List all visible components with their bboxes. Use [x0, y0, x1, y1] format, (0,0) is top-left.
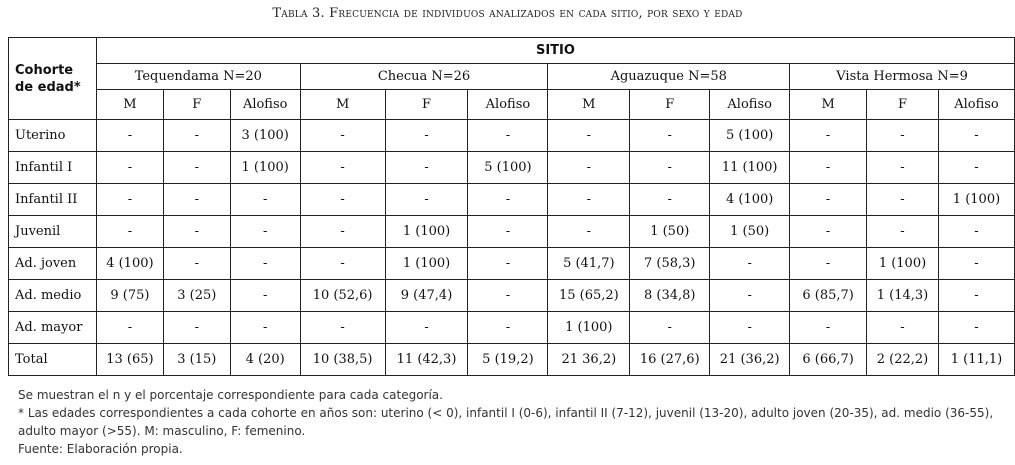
table-cell: - — [630, 120, 710, 152]
table-cell: - — [790, 184, 867, 216]
table-cell: - — [300, 216, 385, 248]
note-line-2: * Las edades correspondientes a cada cohorte en años son: uterino (< 0), infantil I (0-6), infantil II (7-12), juvenil (13-20), adulto joven (20-35), ad. medio (36-55), — [18, 406, 994, 420]
table-cell: 13 (65) — [96, 344, 163, 376]
table-cell: - — [867, 184, 939, 216]
table-cell: - — [790, 248, 867, 280]
table-cell: - — [468, 184, 548, 216]
table-cell: 1 (100) — [938, 184, 1014, 216]
table-cell: 9 (75) — [96, 280, 163, 312]
site-header-row — [9, 64, 1015, 90]
sub-column-header: M — [790, 90, 867, 120]
table-cell: - — [300, 312, 385, 344]
table-cell: - — [230, 184, 300, 216]
table-cell: 16 (27,6) — [630, 344, 710, 376]
table-row — [9, 216, 1015, 248]
table-cell: - — [300, 152, 385, 184]
table-cell: - — [230, 280, 300, 312]
site-group-header: SITIO — [96, 38, 1014, 64]
table-cell: 1 (14,3) — [867, 280, 939, 312]
table-cell: - — [230, 216, 300, 248]
table-cell: 1 (100) — [385, 216, 468, 248]
table-cell: - — [163, 120, 230, 152]
note-line-3: adulto mayor (>55). M: masculino, F: femenino. — [18, 424, 306, 438]
table-cell: - — [96, 120, 163, 152]
table-cell: - — [790, 152, 867, 184]
table-cell: - — [385, 312, 468, 344]
table-caption: Tabla 3. Frecuencia de individuos analizados en cada sitio, por sexo y edad — [272, 6, 743, 21]
site-header-checua: Checua N=26 — [300, 64, 548, 90]
table-cell: 3 (100) — [230, 120, 300, 152]
table-cell: - — [163, 248, 230, 280]
table-cell: - — [710, 248, 790, 280]
table-cell: 5 (41,7) — [548, 248, 630, 280]
table-cell: 10 (52,6) — [300, 280, 385, 312]
table-cell: 6 (66,7) — [790, 344, 867, 376]
table-cell: - — [96, 184, 163, 216]
table-cell: 1 (50) — [710, 216, 790, 248]
sub-column-header: Alofiso — [230, 90, 300, 120]
sub-column-header: F — [630, 90, 710, 120]
table-row — [9, 248, 1015, 280]
table-cell: 1 (100) — [867, 248, 939, 280]
table-cell: 3 (15) — [163, 344, 230, 376]
sub-column-header: F — [385, 90, 468, 120]
table-cell: - — [468, 312, 548, 344]
table-cell: - — [938, 120, 1014, 152]
cohort-header-line2: de edad* — [15, 79, 81, 95]
sex-header-row — [9, 90, 1015, 120]
sub-column-header: Alofiso — [710, 90, 790, 120]
table-cell: - — [630, 152, 710, 184]
table-cell: - — [710, 280, 790, 312]
table-cell: 5 (19,2) — [468, 344, 548, 376]
table-cell: 1 (100) — [385, 248, 468, 280]
site-header-tequendama: Tequendama N=20 — [96, 64, 300, 90]
table-cell: - — [468, 248, 548, 280]
site-header-aguazuque: Aguazuque N=58 — [548, 64, 790, 90]
row-label: Ad. joven — [9, 248, 97, 280]
sub-column-header: M — [300, 90, 385, 120]
table-cell: - — [938, 152, 1014, 184]
table-cell: - — [938, 280, 1014, 312]
table-cell: 1 (11,1) — [938, 344, 1014, 376]
row-label: Total — [9, 344, 97, 376]
sub-column-header: Alofiso — [468, 90, 548, 120]
table-cell: - — [230, 248, 300, 280]
cohort-header-line1: Cohorte — [15, 62, 74, 78]
table-cell: - — [548, 120, 630, 152]
table-cell: - — [96, 152, 163, 184]
table-cell: - — [548, 216, 630, 248]
table-cell: 5 (100) — [468, 152, 548, 184]
row-label: Infantil I — [9, 152, 97, 184]
table-cell: - — [867, 152, 939, 184]
table-cell: 11 (42,3) — [385, 344, 468, 376]
table-cell: 6 (85,7) — [790, 280, 867, 312]
table-cell: - — [468, 280, 548, 312]
table-cell: 9 (47,4) — [385, 280, 468, 312]
table-cell: 3 (25) — [163, 280, 230, 312]
table-cell: 1 (50) — [630, 216, 710, 248]
table-cell: - — [96, 312, 163, 344]
table-cell: 7 (58,3) — [630, 248, 710, 280]
table-cell: - — [548, 152, 630, 184]
table-cell: 1 (100) — [548, 312, 630, 344]
table-cell: 5 (100) — [710, 120, 790, 152]
table-cell: - — [630, 184, 710, 216]
table-cell: - — [630, 312, 710, 344]
table-cell: - — [938, 248, 1014, 280]
sub-column-header: F — [163, 90, 230, 120]
table-cell: - — [790, 312, 867, 344]
row-label: Juvenil — [9, 216, 97, 248]
row-label: Infantil II — [9, 184, 97, 216]
table-row — [9, 120, 1015, 152]
frequency-table — [8, 37, 1015, 376]
table-cell: - — [300, 248, 385, 280]
table-cell: 4 (20) — [230, 344, 300, 376]
table-cell: - — [385, 120, 468, 152]
table-cell: - — [300, 120, 385, 152]
table-cell: - — [548, 184, 630, 216]
table-cell: 11 (100) — [710, 152, 790, 184]
table-cell: 1 (100) — [230, 152, 300, 184]
sub-column-header: M — [548, 90, 630, 120]
sub-column-header: Alofiso — [938, 90, 1014, 120]
table-row — [9, 312, 1015, 344]
row-label: Uterino — [9, 120, 97, 152]
table-cell: - — [938, 216, 1014, 248]
row-label: Ad. mayor — [9, 312, 97, 344]
note-source: Fuente: Elaboración propia. — [18, 442, 183, 456]
table-cell: 15 (65,2) — [548, 280, 630, 312]
table-cell: 8 (34,8) — [630, 280, 710, 312]
table-cell: - — [710, 312, 790, 344]
table-cell: - — [163, 216, 230, 248]
table-row — [9, 344, 1015, 376]
table-cell: - — [867, 312, 939, 344]
site-header-vista-hermosa: Vista Hermosa N=9 — [790, 64, 1015, 90]
table-cell: - — [468, 120, 548, 152]
table-cell: - — [163, 312, 230, 344]
table-row — [9, 184, 1015, 216]
table-cell: - — [938, 312, 1014, 344]
table-cell: 21 (36,2) — [710, 344, 790, 376]
table-cell: - — [468, 216, 548, 248]
table-body — [9, 120, 1015, 376]
table-cell: - — [163, 152, 230, 184]
sub-column-header: F — [867, 90, 939, 120]
table-cell: - — [230, 312, 300, 344]
table-cell: - — [867, 216, 939, 248]
cohort-header — [9, 38, 97, 120]
table-cell: - — [300, 184, 385, 216]
table-cell: 2 (22,2) — [867, 344, 939, 376]
table-row — [9, 152, 1015, 184]
table-cell: - — [385, 152, 468, 184]
table-cell: - — [96, 216, 163, 248]
table-cell: 10 (38,5) — [300, 344, 385, 376]
table-cell: 21 36,2) — [548, 344, 630, 376]
table-notes — [18, 386, 1008, 458]
table-cell: - — [385, 184, 468, 216]
row-label: Ad. medio — [9, 280, 97, 312]
table-cell: 4 (100) — [710, 184, 790, 216]
table-cell: - — [163, 184, 230, 216]
table-cell: - — [867, 120, 939, 152]
table-cell: - — [790, 216, 867, 248]
table-cell: 4 (100) — [96, 248, 163, 280]
table-cell: - — [790, 120, 867, 152]
note-line-1: Se muestran el n y el porcentaje correspondiente para cada categoría. — [18, 388, 443, 402]
table-row — [9, 280, 1015, 312]
sub-column-header: M — [96, 90, 163, 120]
